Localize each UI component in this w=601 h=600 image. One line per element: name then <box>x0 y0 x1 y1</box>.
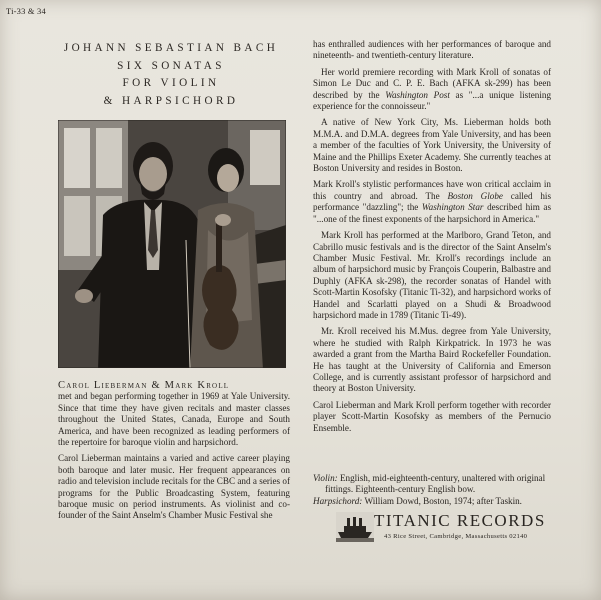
left-column-notes <box>58 380 290 527</box>
right-notes-text-2b: as "...a unique listening experience for the connoisseur." <box>313 89 552 112</box>
title-work: SIX SONATAS <box>117 59 225 72</box>
catalog-number: Ti-33 & 34 <box>6 6 46 16</box>
right-notes-paragraph-6: Mr. Kroll received his M.Mus. degree from Yale University, where he studied with Ralph Kirkpatrick. In 1973 he was awarded a grant from the Martha Baird Rockefeller Foundation. He has taught at the University of California and Emerson College, and is currently assistant professor of harpsichord and theory at Boston University. <box>313 326 551 394</box>
right-notes-paragraph-2 <box>313 67 551 113</box>
right-notes-text-4c: described him as "...one of the finest exponents of the harpsichord in America." <box>313 202 551 224</box>
album-title <box>56 40 286 110</box>
harpsichord-label: Harpsichord: <box>313 495 363 506</box>
publication-washington-star: Washington Star <box>421 202 484 213</box>
violin-credit <box>313 473 551 496</box>
right-notes-text-4a: Mark Kroll's stylistic performances have won critical acclaim in this country and abroad. The <box>313 179 551 201</box>
label-address: 43 Rice Street, Cambridge, Massachusetts 02140 <box>384 533 528 540</box>
ship-icon <box>336 512 374 542</box>
publication-washington-post: Washington Post <box>385 89 450 100</box>
left-notes-paragraph-2: Carol Lieberman maintains a varied and active career playing both baroque and later music. Her frequent appearances on radio and television include recitals for the CBC and a series of programs for the Public Broadcasting System, featuring baroque music on period instruments. As violinist and co-founder of the Saint Anselm's Chamber Music Festival she <box>58 453 290 521</box>
right-column-notes <box>313 39 551 439</box>
label-name: TITANIC RECORDS <box>374 511 546 530</box>
left-notes-paragraph-1 <box>58 380 290 448</box>
right-notes-text-2a: Her world premiere recording with Mark Kroll of sonatas of Simon Le Duc and C. P. E. Bach (AFKA sk-299) has been described by the <box>313 66 551 100</box>
title-instrument-2: & HARPSICHORD <box>103 94 239 107</box>
publication-boston-globe: Boston Globe <box>447 190 503 201</box>
left-notes-text-1: met and began performing together in 1969 at Yale University. Since that time they have given recitals and master classes throughout the United States, Canada, Europe and South America, and have been recognized as leading performers of the repertoire for baroque violin and harpsichord. <box>58 391 290 448</box>
right-notes-paragraph-5: Mark Kroll has performed at the Marlboro, Grand Teton, and Cabrillo music festivals and is the director of the Saint Anselm's Chamber Music Festival. Mr. Kroll's recordings include an album of harpsichord music by François Couperin, Balbastre and Duphly (AFKA sk-298), the recorder sonatas of Handel with Scott-Martin Kosofsky (Titanic Ti-32), and harpsichord works of Handel and Scarlatti played on a Shudi & Broadwood harpsichord made in 1789 (Titanic Ti-49). <box>313 230 551 320</box>
record-label-logo <box>336 510 576 550</box>
violin-label: Violin: <box>313 473 338 483</box>
right-notes-paragraph-3: A native of New York City, Ms. Lieberman holds both M.M.A. and D.M.A. degrees from Yale University, and has been a member of the faculties of York University, the University of Maine and the Phillips Exeter Academy. She currently teaches at Boston University and resides in Boston. <box>313 117 551 174</box>
instrument-credits <box>313 473 551 507</box>
right-notes-paragraph-7: Carol Lieberman and Mark Kroll perform together with recorder player Scott-Martin Kosofsky as members of the Pernucio Ensemble. <box>313 399 551 433</box>
performers-photo-drawing <box>58 120 286 368</box>
right-notes-paragraph-4 <box>313 179 551 225</box>
right-notes-text-4b: called his performance "dazzling"; the <box>313 190 552 213</box>
violin-text: English, mid-eighteenth-century, unaltered with original fittings. Eighteenth-century English bow. <box>325 473 546 495</box>
performers-photo <box>58 120 286 368</box>
right-notes-paragraph-1: has enthralled audiences with her performances of baroque and nineteenth- and twentieth-century literature. <box>313 39 551 61</box>
harpsichord-text: William Dowd, Boston, 1974; after Taskin. <box>364 495 522 506</box>
title-instrument-1: FOR VIOLIN <box>122 77 220 89</box>
harpsichord-credit <box>313 496 551 507</box>
performer-names: Carol Lieberman & Mark Kroll <box>58 380 230 391</box>
title-composer: JOHANN SEBASTIAN BACH <box>63 42 279 54</box>
